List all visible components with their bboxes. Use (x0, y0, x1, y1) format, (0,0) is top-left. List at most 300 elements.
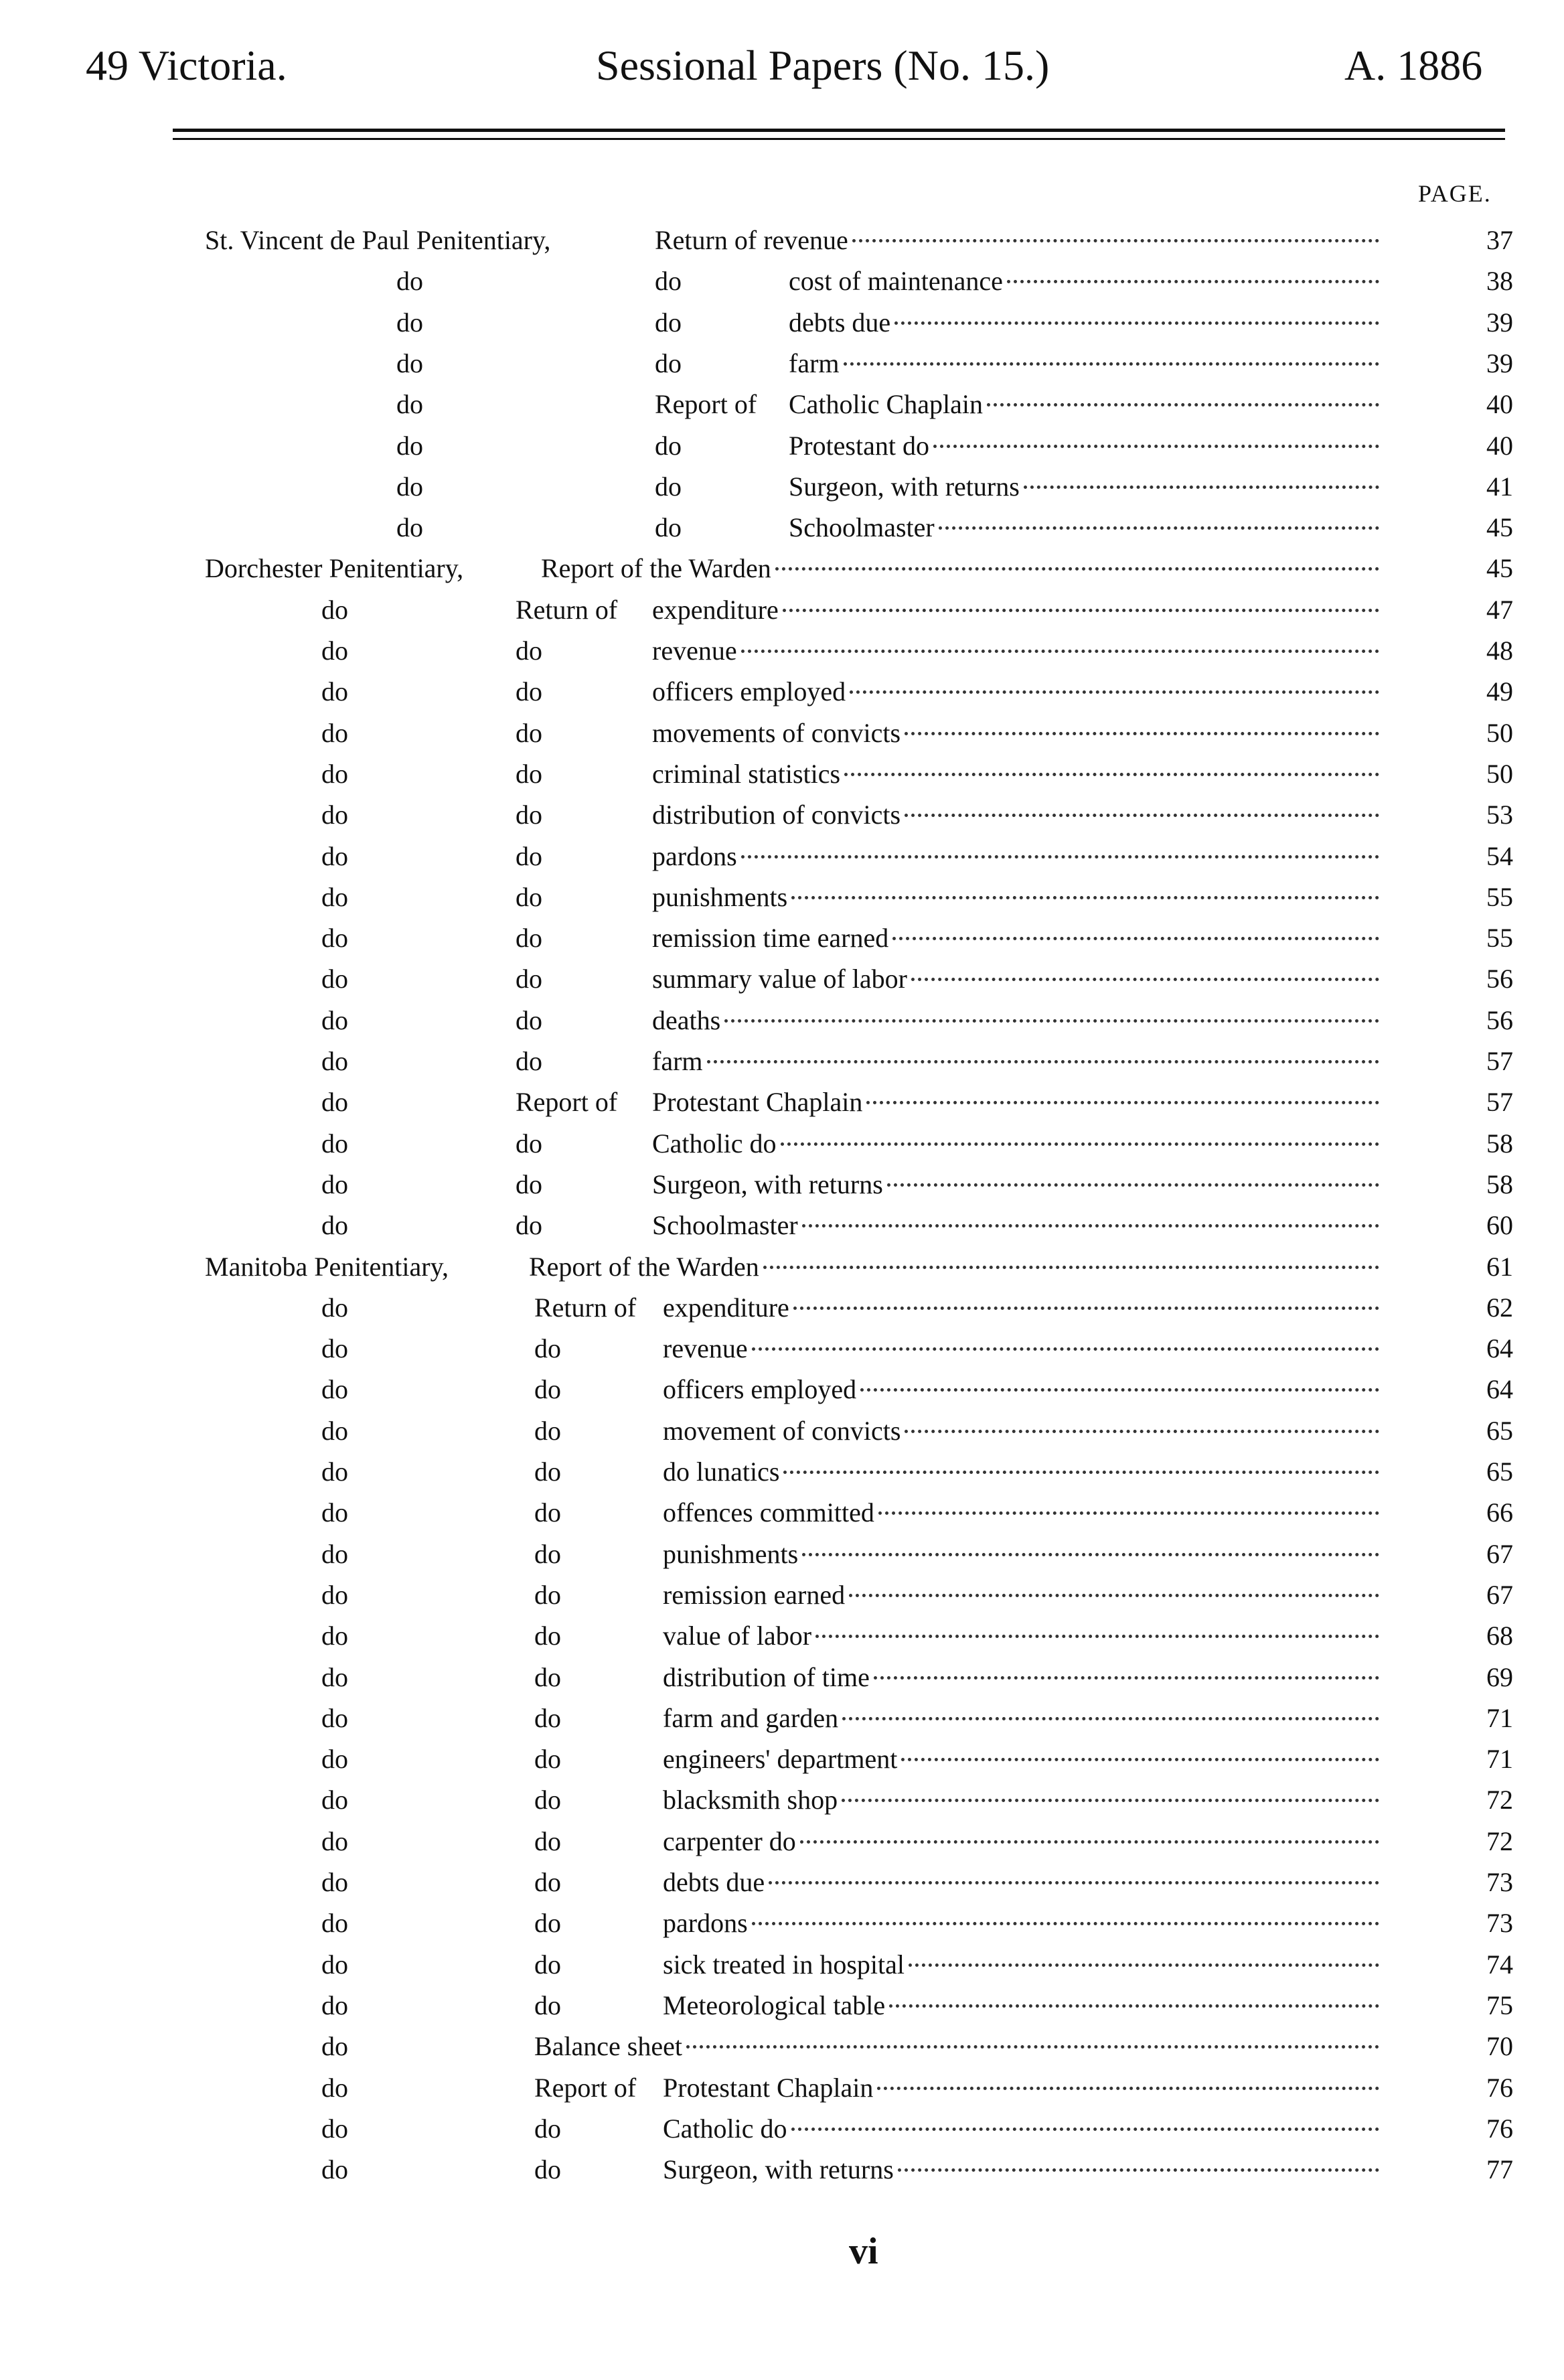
entry-title-with-leader (663, 2067, 1385, 2109)
ditto-col-a: do (321, 1579, 348, 1610)
entry-title: cost of maintenance (789, 266, 1003, 297)
toc-row (0, 1246, 1564, 1288)
entry-title-with-leader (663, 1410, 1385, 1452)
page-number: 39 (1486, 307, 1513, 338)
entry-title: Return of revenue (655, 225, 848, 255)
entry-category: do (516, 923, 542, 954)
dot-leader (752, 1922, 1379, 1925)
ditto-col-a: do (396, 471, 423, 502)
entry-title-with-leader (663, 1862, 1385, 1903)
dot-leader (724, 1019, 1379, 1023)
entry-category: do (534, 1908, 561, 1939)
dot-leader (783, 1471, 1379, 1474)
page-number: 37 (1486, 225, 1513, 255)
entry-title-with-leader (652, 1164, 1385, 1205)
entry-title-with-leader (789, 343, 1385, 384)
header-right: A. 1886 (1344, 42, 1483, 89)
entry-title-with-leader (663, 1369, 1385, 1410)
ditto-col-a: do (321, 1949, 348, 1980)
entry-category: do (534, 1374, 561, 1405)
entry-category: do (516, 717, 542, 748)
toc-row (0, 261, 1564, 302)
toc-row (0, 466, 1564, 508)
entry-title-with-leader (663, 1738, 1385, 1780)
toc-row (0, 1041, 1564, 1082)
page-number: 45 (1486, 512, 1513, 543)
entry-title-with-leader (663, 2149, 1385, 2190)
dot-leader (933, 445, 1379, 448)
ditto-col-a: do (321, 1990, 348, 2020)
entry-title-with-leader (652, 1123, 1385, 1165)
entry-title: Meteorological table (663, 1990, 886, 2020)
page-column-label: PAGE. (1418, 180, 1492, 207)
entry-category: do (534, 1826, 561, 1856)
entry-title: remission time earned (652, 923, 889, 954)
entry-title: deaths (652, 1005, 721, 1035)
dot-leader (844, 362, 1379, 366)
dot-leader (850, 690, 1379, 694)
page-number: 74 (1486, 1949, 1513, 1980)
entry-title: officers employed (663, 1374, 857, 1405)
page-number: 61 (1486, 1251, 1513, 1282)
entry-title-with-leader (663, 1534, 1385, 1575)
dot-leader (844, 773, 1379, 776)
entry-title-with-leader (534, 2026, 1385, 2067)
entry-title-with-leader (541, 548, 1385, 589)
page-number: 56 (1486, 1005, 1513, 1035)
page-number: 69 (1486, 1661, 1513, 1692)
entry-category: do (534, 2154, 561, 2185)
entry-title-with-leader (663, 1287, 1385, 1329)
institution-name: St. Vincent de Paul Penitentiary, (205, 225, 551, 255)
entry-title-with-leader (652, 1082, 1385, 1123)
toc-row (0, 1862, 1564, 1903)
ditto-col-a: do (321, 2031, 348, 2062)
entry-title-with-leader (652, 671, 1385, 713)
dot-leader (898, 2168, 1379, 2172)
page-number: 64 (1486, 1374, 1513, 1405)
dot-leader (892, 937, 1379, 940)
page-number: 75 (1486, 1990, 1513, 2020)
toc-row (0, 671, 1564, 713)
dot-leader (905, 1430, 1379, 1433)
entry-category: do (655, 348, 682, 378)
ditto-col-a: do (396, 348, 423, 378)
page-number: 77 (1486, 2154, 1513, 2185)
dot-leader (878, 1511, 1379, 1515)
entry-category: Report of (516, 1087, 618, 1118)
toc-row (0, 1492, 1564, 1534)
page-number: 65 (1486, 1457, 1513, 1487)
ditto-col-a: do (321, 1661, 348, 1692)
entry-title-with-leader (652, 589, 1385, 631)
page-number: 71 (1486, 1744, 1513, 1775)
entry-title-with-leader (789, 466, 1385, 508)
dot-leader (889, 2004, 1379, 2008)
toc-row (0, 1534, 1564, 1575)
entry-title-with-leader (652, 958, 1385, 1000)
page-folio: vi (849, 2231, 878, 2272)
entry-title: pardons (652, 840, 737, 871)
toc-row (0, 1410, 1564, 1452)
ditto-col-a: do (396, 266, 423, 297)
toc-row (0, 1451, 1564, 1493)
dot-leader (905, 732, 1379, 735)
ditto-col-a: do (321, 1785, 348, 1815)
toc-row (0, 1698, 1564, 1739)
ditto-col-a: do (321, 800, 348, 830)
entry-category: do (516, 881, 542, 912)
page-number: 72 (1486, 1785, 1513, 1815)
toc-row (0, 507, 1564, 548)
page-number: 62 (1486, 1292, 1513, 1323)
ditto-col-a: do (321, 1169, 348, 1199)
dot-leader (752, 1347, 1379, 1351)
entry-title: revenue (663, 1333, 748, 1364)
entry-title-with-leader (663, 1779, 1385, 1821)
entry-category: do (516, 1128, 542, 1159)
entry-category: do (534, 1538, 561, 1569)
entry-title: Protestant Chaplain (663, 2072, 874, 2103)
entry-title: Protestant do (789, 430, 929, 461)
ditto-col-a: do (321, 1702, 348, 1733)
toc-row (0, 1164, 1564, 1205)
page-number: 58 (1486, 1128, 1513, 1159)
toc-row (0, 2067, 1564, 2109)
entry-category: Report of (655, 389, 757, 420)
entry-category: do (655, 512, 682, 543)
entry-title: expenditure (663, 1292, 789, 1323)
toc-row (0, 220, 1564, 261)
page-number: 60 (1486, 1210, 1513, 1241)
ditto-col-a: do (321, 1538, 348, 1569)
entry-category: do (516, 1005, 542, 1035)
toc-row (0, 1000, 1564, 1041)
dot-leader (763, 1266, 1379, 1269)
toc-row (0, 1205, 1564, 1246)
entry-title: Report of the Warden (529, 1251, 759, 1282)
entry-title: carpenter do (663, 1826, 796, 1856)
entry-category: do (655, 471, 682, 502)
page-number: 41 (1486, 471, 1513, 502)
entry-category: do (516, 676, 542, 707)
ditto-col-a: do (321, 840, 348, 871)
entry-title: Catholic do (652, 1128, 777, 1159)
ditto-col-a: do (321, 1333, 348, 1364)
dot-leader (783, 609, 1379, 612)
dot-leader (842, 1799, 1379, 1802)
entry-category: do (516, 1210, 542, 1241)
ditto-col-a: do (321, 717, 348, 748)
toc-row (0, 1369, 1564, 1410)
page-number: 68 (1486, 1621, 1513, 1651)
dot-leader (815, 1635, 1379, 1638)
entry-title-with-leader (652, 794, 1385, 836)
page-number: 47 (1486, 594, 1513, 625)
page-number: 70 (1486, 2031, 1513, 2062)
institution-name: Dorchester Penitentiary, (205, 553, 464, 584)
entry-category: do (534, 1702, 561, 1733)
entry-category: do (516, 1169, 542, 1199)
entry-title-with-leader (663, 1574, 1385, 1616)
toc-row (0, 1574, 1564, 1616)
dot-leader (911, 978, 1379, 981)
dot-leader (894, 321, 1379, 325)
dot-leader (769, 1881, 1379, 1884)
toc-row (0, 794, 1564, 836)
entry-title: criminal statistics (652, 758, 841, 789)
page-number: 72 (1486, 1826, 1513, 1856)
entry-category: do (534, 1785, 561, 1815)
entry-title: Surgeon, with returns (663, 2154, 894, 2185)
entry-title-with-leader (655, 220, 1385, 261)
entry-title: do lunatics (663, 1457, 780, 1487)
page-number: 49 (1486, 676, 1513, 707)
ditto-col-a: do (321, 1292, 348, 1323)
dot-leader (877, 2087, 1379, 2090)
entry-category: do (534, 1333, 561, 1364)
page-number: 66 (1486, 1497, 1513, 1528)
ditto-col-a: do (321, 1128, 348, 1159)
page-number: 76 (1486, 2072, 1513, 2103)
page-number: 50 (1486, 758, 1513, 789)
page-number: 53 (1486, 800, 1513, 830)
entry-title-with-leader (663, 2108, 1385, 2150)
entry-title: Balance sheet (534, 2031, 682, 2062)
entry-title-with-leader (663, 1985, 1385, 2026)
ditto-col-a: do (321, 923, 348, 954)
page-number: 39 (1486, 348, 1513, 378)
page-number: 58 (1486, 1169, 1513, 1199)
entry-title-with-leader (663, 1903, 1385, 1944)
dot-leader (909, 1963, 1379, 1967)
entry-title: distribution of convicts (652, 800, 901, 830)
entry-title: Surgeon, with returns (652, 1169, 883, 1199)
entry-title: Catholic do (663, 2113, 787, 2144)
dot-leader (707, 1060, 1379, 1063)
entry-category: do (534, 1415, 561, 1446)
entry-title: punishments (663, 1538, 799, 1569)
page-number: 40 (1486, 430, 1513, 461)
entry-category: do (516, 800, 542, 830)
toc-row (0, 1985, 1564, 2026)
toc-row (0, 1903, 1564, 1944)
entry-title-with-leader (652, 713, 1385, 754)
entry-title-with-leader (663, 1698, 1385, 1739)
entry-title-with-leader (652, 630, 1385, 672)
ditto-col-a: do (321, 2154, 348, 2185)
entry-title-with-leader (663, 1944, 1385, 1986)
entry-title-with-leader (652, 1041, 1385, 1082)
toc-row (0, 1123, 1564, 1165)
toc-row (0, 630, 1564, 672)
entry-category: do (534, 1497, 561, 1528)
entry-title: farm (789, 348, 840, 378)
page-number: 55 (1486, 881, 1513, 912)
entry-title: officers employed (652, 676, 846, 707)
toc-row (0, 1944, 1564, 1986)
page-number: 45 (1486, 553, 1513, 584)
ditto-col-a: do (321, 1744, 348, 1775)
entry-category: do (534, 1457, 561, 1487)
ditto-col-a: do (321, 1046, 348, 1076)
entry-category: do (534, 1579, 561, 1610)
toc-row (0, 836, 1564, 877)
entry-category: do (534, 1744, 561, 1775)
page-number: 76 (1486, 2113, 1513, 2144)
page-number: 57 (1486, 1046, 1513, 1076)
dot-leader (791, 2128, 1379, 2131)
entry-title: Catholic Chaplain (789, 389, 983, 420)
entry-title: debts due (663, 1867, 765, 1897)
entry-title-with-leader (663, 1821, 1385, 1862)
entry-title-with-leader (663, 1657, 1385, 1698)
ditto-col-a: do (321, 594, 348, 625)
entry-title-with-leader (789, 425, 1385, 467)
dot-leader (802, 1224, 1379, 1228)
page-number: 65 (1486, 1415, 1513, 1446)
entry-title: distribution of time (663, 1661, 870, 1692)
entry-title: summary value of labor (652, 964, 907, 994)
page-number: 73 (1486, 1908, 1513, 1939)
toc-row (0, 1328, 1564, 1369)
entry-category: do (534, 1949, 561, 1980)
header-left: 49 Victoria. (86, 42, 287, 89)
dot-leader (860, 1388, 1379, 1392)
entry-category: do (655, 430, 682, 461)
entry-category: do (655, 266, 682, 297)
toc-row (0, 877, 1564, 918)
dot-leader (842, 1717, 1379, 1720)
dot-leader (781, 1142, 1379, 1146)
entry-category: do (655, 307, 682, 338)
entry-title-with-leader (652, 1000, 1385, 1041)
dot-leader (791, 896, 1379, 899)
toc-row (0, 1738, 1564, 1780)
toc-row (0, 1657, 1564, 1698)
page-number: 67 (1486, 1579, 1513, 1610)
entry-category: do (534, 1990, 561, 2020)
ditto-col-a: do (321, 1005, 348, 1035)
page-number: 54 (1486, 840, 1513, 871)
entry-title: engineers' department (663, 1744, 898, 1775)
header-title: Sessional Papers (No. 15.) (596, 42, 1050, 89)
dot-leader (775, 567, 1379, 571)
entry-title: expenditure (652, 594, 779, 625)
toc-row (0, 2026, 1564, 2067)
entry-category: Report of (534, 2072, 637, 2103)
ditto-col-a: do (321, 1415, 348, 1446)
ditto-col-a: do (321, 881, 348, 912)
entry-category: do (534, 1621, 561, 1651)
dot-leader (802, 1553, 1379, 1556)
dot-leader (800, 1840, 1379, 1844)
institution-name: Manitoba Penitentiary, (205, 1251, 449, 1282)
ditto-col-a: do (321, 1908, 348, 1939)
page-number: 48 (1486, 636, 1513, 666)
entry-category: Return of (534, 1292, 637, 1323)
page-number: 73 (1486, 1867, 1513, 1897)
entry-title: sick treated in hospital (663, 1949, 905, 1980)
dot-leader (987, 403, 1379, 406)
entry-title-with-leader (652, 753, 1385, 795)
entry-title: offences committed (663, 1497, 874, 1528)
page-number: 38 (1486, 266, 1513, 297)
ditto-col-a: do (321, 1457, 348, 1487)
entry-title-with-leader (652, 917, 1385, 959)
dot-leader (686, 2045, 1379, 2049)
toc-row (0, 2149, 1564, 2190)
toc-row (0, 1821, 1564, 1862)
dot-leader (852, 239, 1379, 242)
dot-leader (901, 1758, 1379, 1761)
toc-row (0, 384, 1564, 425)
entry-title-with-leader (663, 1615, 1385, 1657)
toc-row (0, 343, 1564, 384)
entry-title: Surgeon, with returns (789, 471, 1020, 502)
entry-title: Protestant Chaplain (652, 1087, 863, 1118)
entry-title: blacksmith shop (663, 1785, 838, 1815)
dot-leader (1024, 486, 1379, 489)
dot-leader (849, 1594, 1379, 1597)
ditto-col-a: do (321, 636, 348, 666)
entry-category: do (534, 1661, 561, 1692)
ditto-col-a: do (321, 1826, 348, 1856)
entry-title-with-leader (652, 836, 1385, 877)
dot-leader (905, 814, 1379, 817)
dot-leader (874, 1676, 1379, 1680)
entry-title: debts due (789, 307, 891, 338)
dot-leader (1007, 280, 1379, 283)
dot-leader (741, 855, 1379, 859)
entry-title-with-leader (529, 1246, 1385, 1288)
entry-title: Schoolmaster (652, 1210, 798, 1241)
toc-row (0, 713, 1564, 754)
entry-title: farm and garden (663, 1702, 839, 1733)
entry-title: pardons (663, 1908, 748, 1939)
ditto-col-a: do (321, 1087, 348, 1118)
entry-title: Report of the Warden (541, 553, 771, 584)
entry-title: punishments (652, 881, 788, 912)
entry-title-with-leader (663, 1492, 1385, 1534)
toc-row (0, 1082, 1564, 1123)
entry-title: Schoolmaster (789, 512, 935, 543)
ditto-col-a: do (396, 512, 423, 543)
toc-row (0, 1287, 1564, 1329)
entry-title-with-leader (789, 384, 1385, 425)
ditto-col-a: do (321, 1621, 348, 1651)
entry-title: remission earned (663, 1579, 846, 1610)
ditto-col-a: do (321, 758, 348, 789)
entry-title-with-leader (663, 1451, 1385, 1493)
entry-title-with-leader (789, 261, 1385, 302)
toc-row (0, 425, 1564, 467)
toc-row (0, 917, 1564, 959)
ditto-col-a: do (321, 2072, 348, 2103)
entry-category: do (516, 758, 542, 789)
ditto-col-a: do (396, 430, 423, 461)
toc-row (0, 589, 1564, 631)
entry-category: do (516, 840, 542, 871)
page-number: 64 (1486, 1333, 1513, 1364)
ditto-col-a: do (321, 1497, 348, 1528)
page-number: 71 (1486, 1702, 1513, 1733)
entry-category: do (534, 1867, 561, 1897)
dot-leader (793, 1307, 1379, 1310)
toc-row (0, 958, 1564, 1000)
toc-row (0, 2108, 1564, 2150)
entry-category: do (534, 2113, 561, 2144)
